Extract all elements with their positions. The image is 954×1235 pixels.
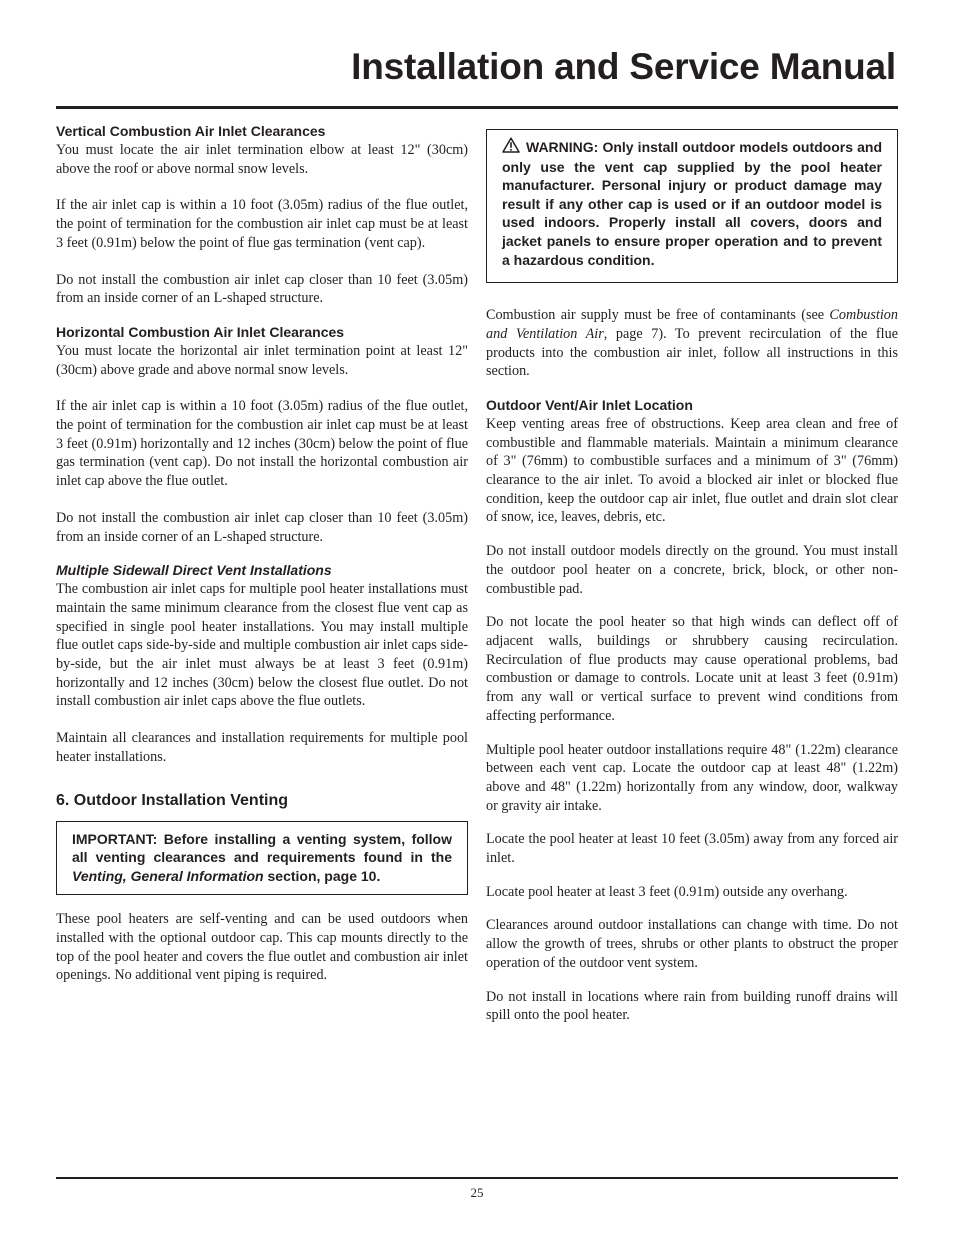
paragraph: Do not install in locations where rain from building runoff drains will spill onto the pool heater. bbox=[486, 988, 898, 1024]
paragraph: You must locate the air inlet termination elbow at least 12" (30cm) above the roof or above normal snow levels. bbox=[56, 142, 468, 177]
page-title: Installation and Service Manual bbox=[351, 46, 896, 87]
section-heading: 6. Outdoor Installation Venting bbox=[56, 791, 289, 809]
paragraph: Do not locate the pool heater so that high winds can deflect off of adjacent walls, buildings or shrubbery causing recirculation. Recirculation of flue products may cause operational problems, bad combustion or damage to controls. Locate unit at least 3 feet (0.91m) from any wall or vertical surface to prevent wind conditions from affecting performance. bbox=[486, 614, 898, 724]
paragraph: Clearances around outdoor installations can change with time. Do not allow the growth of trees, shrubs or other plants to obstruct the proper operation of the outdoor vent system. bbox=[486, 917, 898, 971]
right-column bbox=[486, 129, 898, 1025]
supply-reference: Combustion and Ventilation Air bbox=[486, 307, 898, 342]
paragraph: The combustion air inlet caps for multiple pool heater installations must maintain the same minimum clearance from the closest flue vent cap as specified in single pool heater installations. You may install multiple flue outlet caps side-by-side and multiple combustion air inlet caps side-by-side, but the air inlet must always be at least 3 feet (0.91m) horizontally and 12 inches (30cm) below the closest flue outlet. Do not install combustion air inlet caps above the flue outlets. bbox=[56, 581, 468, 710]
paragraph: Locate the pool heater at least 10 feet (3.05m) away from any forced air inlet. bbox=[486, 831, 898, 867]
important-text: IMPORTANT: Before installing a venting system, follow all venting clearances and requirements found in the bbox=[72, 830, 452, 866]
text-run: , page 7). To prevent recirculation of the flue products into the combustion air inlet, follow all instructions in this section. bbox=[486, 325, 898, 380]
warning-label: WARNING bbox=[526, 139, 594, 155]
header-rule bbox=[56, 106, 898, 109]
outdoor-location-heading: Outdoor Vent/Air Inlet Location bbox=[486, 396, 693, 413]
warning-text: : Only install outdoor models outdoors and only use the vent cap supplied by the pool heater manufacturer. Personal injury or product damage may result if any other cap is used or if an outdoor model is used indoors. Properly install all covers, doors and jacket panels to ensure proper operation and to prevent a hazardous condition. bbox=[502, 139, 882, 268]
paragraph: Locate pool heater at least 3 feet (0.91m) outside any overhang. bbox=[486, 883, 848, 900]
paragraph: These pool heaters are self-venting and can be used outdoors when installed with the optional outdoor cap. This cap mounts directly to the top of the pool heater and covers the flue outlet and combustion air inlet openings. No additional vent piping is required. bbox=[56, 911, 468, 984]
warning-box bbox=[486, 129, 898, 283]
paragraph: Do not install the combustion air inlet cap closer than 10 feet (3.05m) from an inside corner of an L-shaped structure. bbox=[56, 271, 468, 307]
warning-triangle-icon bbox=[502, 137, 520, 158]
paragraph bbox=[486, 306, 898, 381]
paragraph: You must locate the horizontal air inlet termination point at least 12" (30cm) above grade and above normal snow levels. bbox=[56, 342, 468, 378]
horizontal-clearances-heading: Horizontal Combustion Air Inlet Clearances bbox=[56, 323, 345, 340]
page-number: 25 bbox=[470, 1185, 484, 1200]
important-text-end: section, page 10. bbox=[263, 867, 381, 884]
vertical-clearances-heading: Vertical Combustion Air Inlet Clearances bbox=[56, 123, 326, 139]
paragraph: If the air inlet cap is within a 10 foot (3.05m) radius of the flue outlet, the point of termination for the combustion air inlet cap must be at least 3 feet (0.91m) horizontally and 12 inches (30cm) below the point of flue gas termination (vent cap). Do not install the horizontal combustion air inlet cap above the flue outlet. bbox=[56, 398, 468, 490]
paragraph: Keep venting areas free of obstructions. Keep area clean and free of combustible and flammable materials. Maintain a minimum clearance of 3" (76mm) to combustible surfaces and a minimum of 3" (76mm) clearance to the air inlet. To avoid a blocked air inlet or blocked flue condition, keep the outdoor cap air inlet, flue outlet and drain slot clear of snow, ice, leaves, debris, etc. bbox=[486, 415, 898, 526]
footer-rule bbox=[56, 1177, 898, 1179]
text-run: Combustion air supply must be free of contaminants (see bbox=[486, 307, 830, 324]
left-column bbox=[56, 122, 468, 985]
paragraph: Maintain all clearances and installation requirements for multiple pool heater installations. bbox=[56, 730, 468, 765]
important-notice-box bbox=[56, 821, 468, 896]
multiple-sidewall-heading: Multiple Sidewall Direct Vent Installations bbox=[56, 562, 332, 579]
paragraph: Multiple pool heater outdoor installations require 48" (1.22m) clearance between each vent cap. Locate the outdoor cap at least 48" (1.22m) above and 48" (1.22m) horizontally from any window, door, walkway or gravity air intake. bbox=[486, 741, 898, 814]
paragraph: Do not install outdoor models directly on the ground. You must install the outdoor pool heater on a concrete, brick, block, or other non-combustible pad. bbox=[486, 543, 898, 597]
paragraph: Do not install the combustion air inlet cap closer than 10 feet (3.05m) from an inside corner of an L-shaped structure. bbox=[56, 509, 468, 545]
paragraph: If the air inlet cap is within a 10 foot (3.05m) radius of the flue outlet, the point of termination for the combustion air inlet cap must be at least 3 feet (0.91m) below the point of flue gas termination (vent cap). bbox=[56, 197, 468, 251]
important-reference: Venting, General Information bbox=[72, 867, 264, 884]
